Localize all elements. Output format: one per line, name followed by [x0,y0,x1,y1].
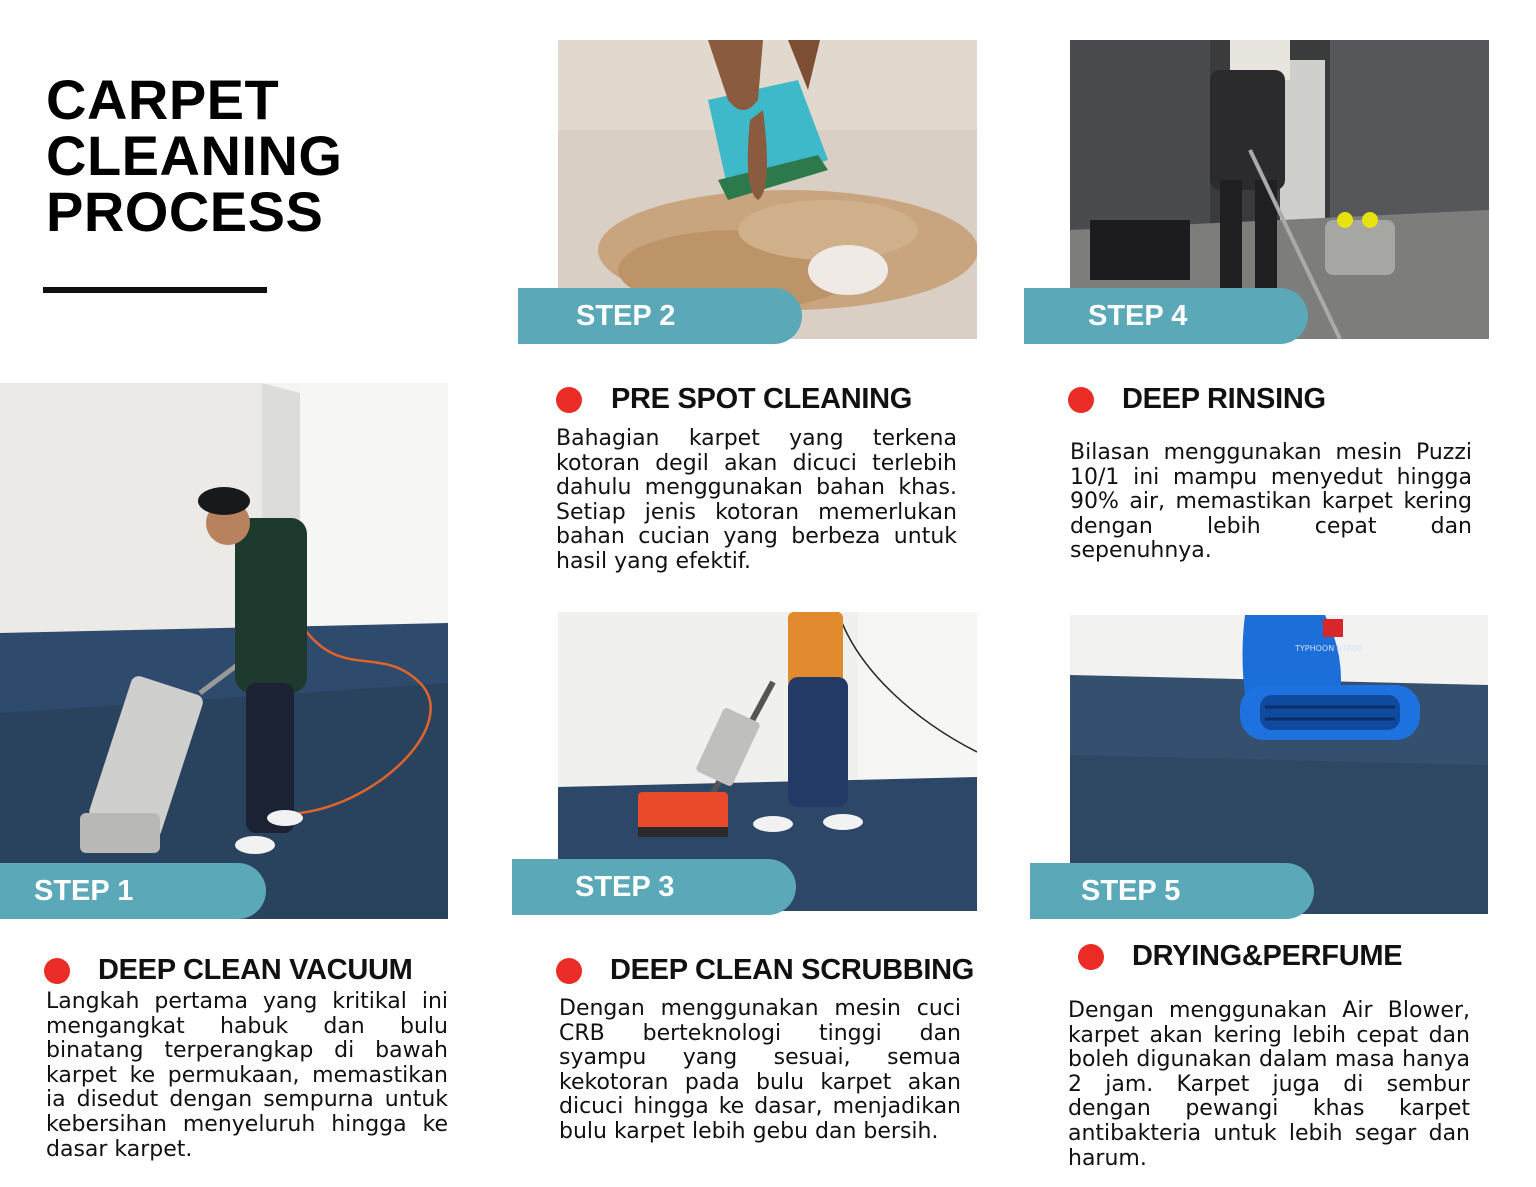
step3-heading: DEEP CLEAN SCRUBBING [610,954,975,986]
title-underline [43,287,267,293]
step5-heading: DRYING&PERFUME [1132,940,1403,972]
step1-tab [0,863,266,919]
step4-tab [1024,288,1308,344]
title-line-3: PROCESS [46,180,324,243]
step4-tab-label: STEP 4 [1088,300,1188,332]
step3-tab [512,859,796,915]
step1-tab-label: STEP 1 [34,875,134,907]
step1-heading: DEEP CLEAN VACUUM [98,954,413,986]
step5-machine-label: TYPHOON ST808 [1295,644,1362,653]
step5-tab [1030,863,1314,919]
step2-text: Bahagian karpet yang terkena kotoran degil akan dicuci terlebih dahulu menggunakan bahan khas. Setiap jenis kotoran memerlukan bahan cucian yang berbeza untuk hasil yang efektif. [556,426,957,574]
step4-heading: DEEP RINSING [1122,383,1326,415]
title-line-1: CARPET [46,68,280,131]
step2-tab [518,288,802,344]
step1-bullet [44,958,70,984]
step3-text: Dengan menggunakan mesin cuci CRB berteknologi tinggi dan syampu yang sesuai, semua kekotoran pada bulu karpet akan dicuci hingga ke dasar, menjadikan bulu karpet lebih gebu dan bersih. [559,996,961,1144]
step2-heading: PRE SPOT CLEANING [611,383,913,415]
step2-bullet [556,387,582,413]
step5-tab-label: STEP 5 [1081,875,1181,907]
step2-tab-label: STEP 2 [576,300,676,332]
page-title [46,68,386,243]
step5-text: Dengan menggunakan Air Blower, karpet akan kering lebih cepat dan boleh digunakan dalam masa hanya 2 jam. Karpet juga di sembur dengan pewangi khas karpet antibakteria untuk lebih segar dan harum. [1068,998,1470,1171]
step5-bullet [1078,944,1104,970]
step4-text: Bilasan menggunakan mesin Puzzi 10/1 ini mampu menyedut hingga 90% air, memastikan karpet kering dengan lebih cepat dan sepenuhnya. [1070,440,1472,564]
step1-photo [0,383,448,919]
step4-bullet [1068,387,1094,413]
step1-text: Langkah pertama yang kritikal ini mengangkat habuk dan bulu binatang terperangkap di bawah karpet ke permukaan, memastikan ia disedut dengan sempurna untuk kebersihan menyeluruh hingga ke dasar karpet. [46,989,448,1162]
title-line-2: CLEANING [46,124,343,187]
step3-tab-label: STEP 3 [575,871,675,903]
step3-bullet [556,958,582,984]
